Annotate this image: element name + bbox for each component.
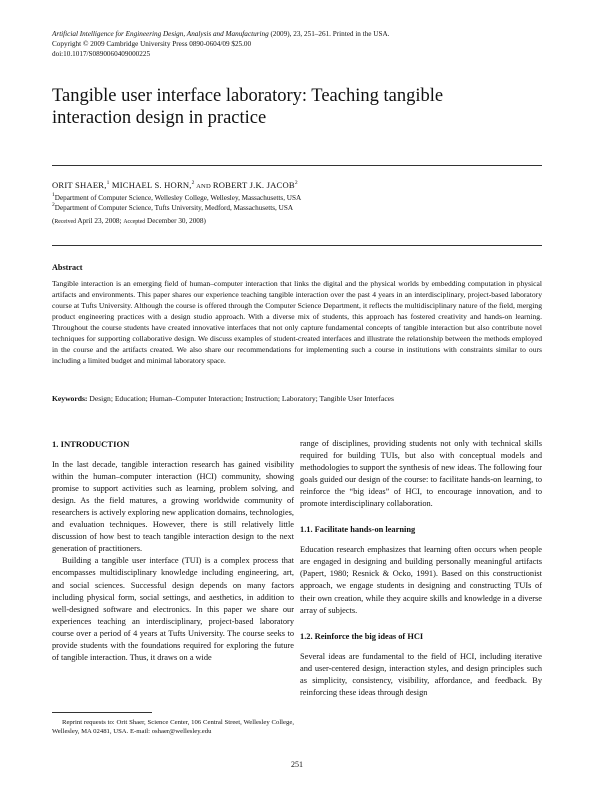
subsection-heading-1-2: 1.2. Reinforce the big ideas of HCI (300, 631, 424, 641)
journal-header (52, 29, 542, 59)
citation-details: (2009), 23, 251–261. Printed in the USA. (268, 30, 390, 38)
keywords-list: Design; Education; Human–Computer Interaction; Instruction; Laboratory; Tangible User Interfaces (87, 394, 395, 403)
affiliation-1 (52, 194, 542, 204)
author-2: MICHAEL S. HORN, (109, 180, 192, 190)
section-heading-introduction: 1. INTRODUCTION (52, 439, 130, 449)
journal-name: Artificial Intelligence for Engineering Design, Analysis and Manufacturing (52, 30, 269, 38)
received-label: Received (54, 219, 76, 225)
subsection-1-1-text: Education research emphasizes that learning often occurs when people are engaged in designing and building personally meaningful artifacts (Papert, 1980; Resnick & Ocko, 1991). Based on this constructionist approach, we engage students in designing and constructing TUIs of their own creation, while they acquire skills and knowledge in a diverse array of subjects. (300, 545, 542, 615)
accepted-date: December 30, 2008) (145, 217, 206, 225)
abstract-divider (52, 245, 542, 246)
paper-title: Tangible user interface laboratory: Teaching tangible interaction design in practice (52, 86, 444, 128)
subsection-heading-1-1: 1.1. Facilitate hands-on learning (300, 525, 416, 535)
affiliation-2-text: Department of Computer Science, Tufts University, Medford, Massachusetts, USA (54, 203, 294, 212)
left-column (52, 438, 294, 664)
author-3: ROBERT J.K. JACOB (212, 180, 295, 190)
intro-paragraph-2: Building a tangible user interface (TUI) is a complex process that encompasses multidisciplinary knowledge including engineering, art, and social sciences. Successful design depends on many factors including physical form, social settings, and aesthetics, in addition to well-designed software and electronics. In this paper we share our experiences teaching an interdisciplinary, project-based laboratory course over a period of 4 years at Tufts University. The course seeks to provide students with the foundations required for exploring the future of tangible interaction. Thus, it draws on a wide (52, 556, 294, 662)
received-accepted-dates (52, 216, 542, 227)
spacer (300, 510, 542, 524)
intro-paragraph-1: In the last decade, tangible interaction research has gained visibility within the human–computer interaction (HCI) community, showing promise to support activities such as learning, problem solving, and design. As the field matures, a growing worldwide community of researchers is actively exploring new application domains, technologies, and evaluation techniques. However, there is still relatively little discussion of how best to teach tangible interaction design to the next generation of practitioners. (52, 460, 294, 554)
author-conjunction: AND (194, 183, 213, 190)
reprint-footnote: Reprint requests to: Orit Shaer, Science Center, 106 Central Street, Wellesley College, Wellesley, MA 02481, USA. E-mail: oshaer@wellesley.edu (52, 719, 294, 736)
author-1-affiliation: 1 (106, 180, 110, 186)
abstract-heading: Abstract (52, 263, 83, 272)
footnote-divider (52, 712, 152, 713)
keywords-label: Keywords: (52, 394, 88, 403)
spacer (300, 617, 542, 631)
received-open-paren: ( (52, 217, 55, 225)
page-number: 251 (291, 760, 303, 769)
affiliation-2 (52, 201, 542, 214)
accepted-label: Accepted (123, 219, 146, 225)
right-column (300, 438, 542, 699)
affiliation-1-text: Department of Computer Science, Wellesley College, Wellesley, Massachusetts, USA (54, 194, 302, 202)
keywords (52, 393, 542, 404)
intro-paragraph-2-continued: range of disciplines, providing students not only with technical skills required for building TUIs, but also with conceptual models and methodologies to support the synthesis of new ideas. The following four goals guided our design of the course: to facilitate hands-on learning, to reinforce the “big ideas” of HCI, to encourage innovation, and to promote interdisciplinary collaboration. (300, 439, 542, 509)
affiliations (52, 194, 542, 213)
subsection-1-2-text: Several ideas are fundamental to the field of HCI, including iterative and user-centered design, interaction styles, and design principles such as simplicity, consistency, visibility, affordance, and feedback. By reinforcing these ideas through design (300, 651, 542, 697)
author-2-affiliation: 2 (191, 180, 195, 186)
affiliation-2-marker: 2 (52, 201, 55, 208)
doi-line: doi:10.1017/S0890060409000225 (52, 50, 151, 58)
author-list (52, 180, 542, 192)
author-3-affiliation: 2 (294, 180, 298, 186)
abstract-text: Tangible interaction is an emerging field of human–computer interaction that links the digital and the physical worlds by embedding computation in physical artifacts and environments. This paper shares our experience teaching tangible interaction over the past 4 years in an interdisciplinary, project-based laboratory course at Tufts University. Although the course is offered through the Computer Science Department, it reflects the multidisciplinary nature of the field, merging product engineering practices with a design studio approach. With a diverse mix of students, this approach has fostered creativity and hands-on learning. Throughout the course students have created innovative interfaces that not only capture fundamental concepts of tangible interaction but also contribute novel techniques for supporting collaborative design. We discuss examples of student-created interfaces and illustrate the relationship between the methods employed in the course and the artifacts created. We also share our recommendations for implementing such a course in institutions with constraints similar to ours including a limited budget and minimal laboratory space. (52, 279, 542, 366)
author-1: ORIT SHAER, (52, 180, 107, 190)
received-date: April 23, 2008; (75, 217, 124, 225)
title-divider (52, 165, 542, 166)
journal-citation (52, 29, 542, 39)
affiliation-1-marker: 1 (52, 192, 55, 198)
copyright-line: Copyright © 2009 Cambridge University Press 0890-0604/09 $25.00 (52, 40, 252, 48)
